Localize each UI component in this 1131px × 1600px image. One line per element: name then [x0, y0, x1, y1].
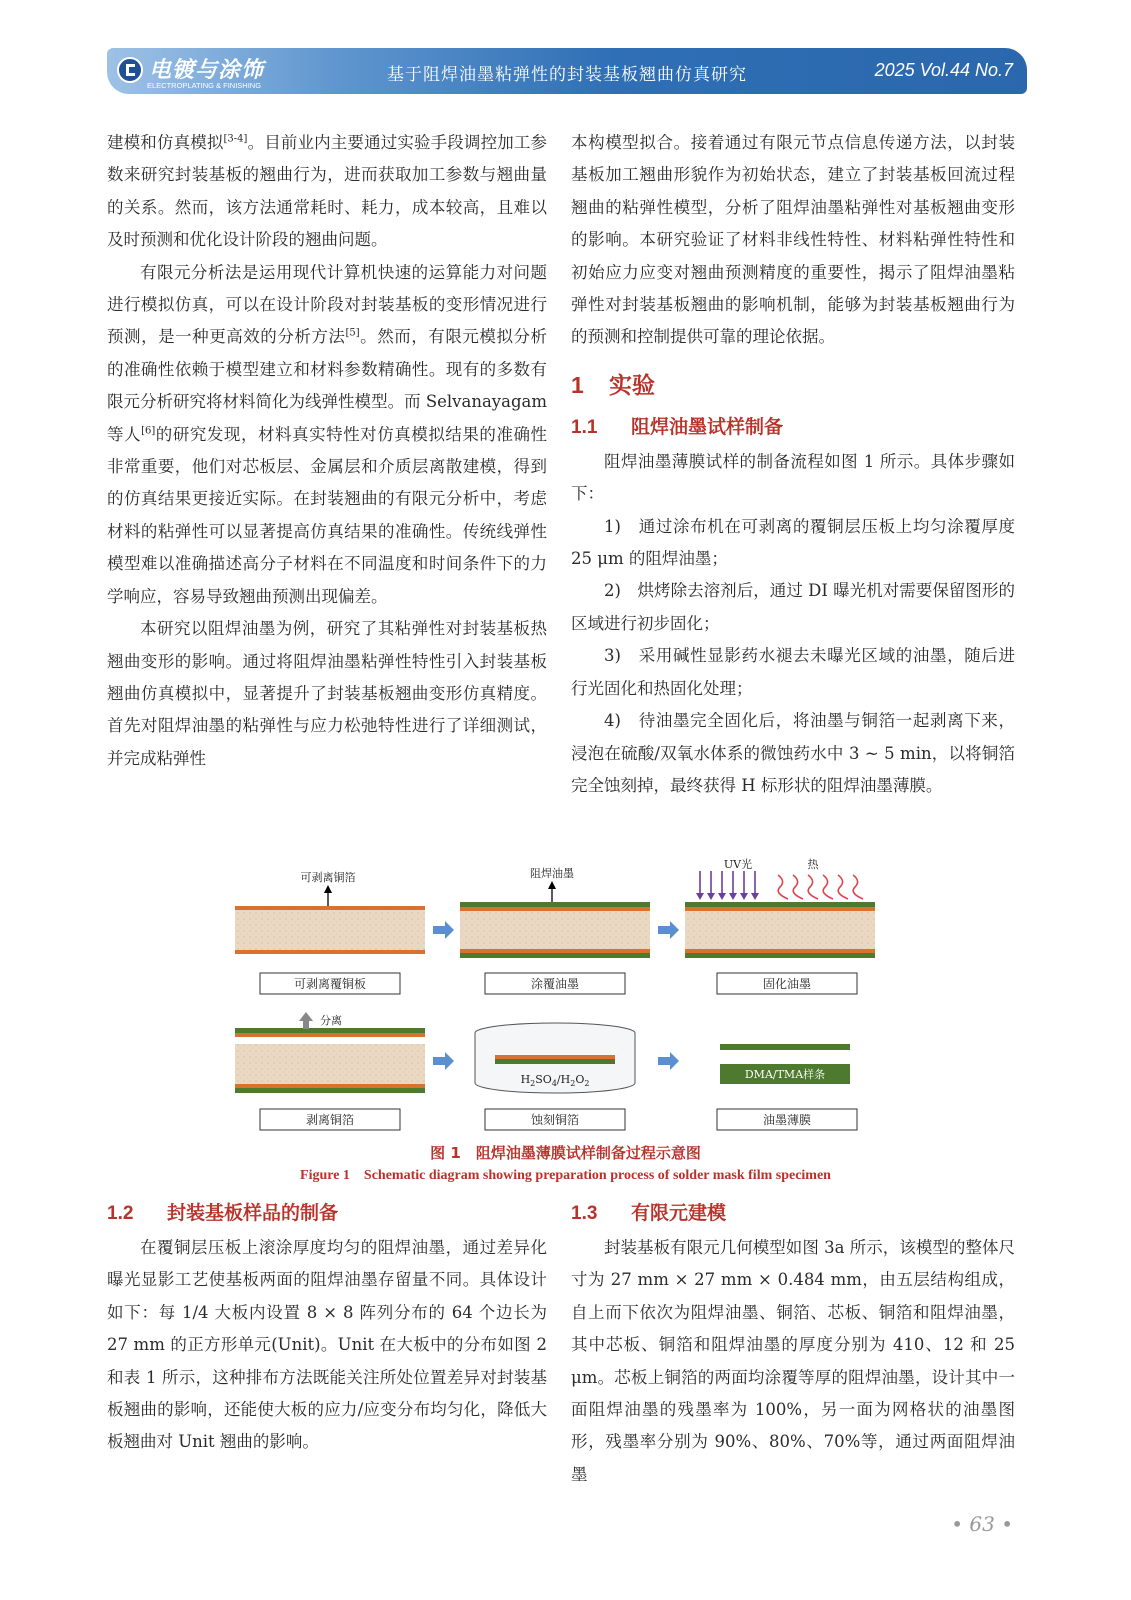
paragraph: 阻焊油墨薄膜试样的制备流程如图 1 所示。具体步骤如下： — [571, 451, 1015, 504]
flow-arrow-icon — [433, 1052, 454, 1070]
subsection-heading: 1.3 有限元建模 — [571, 1203, 727, 1224]
paragraph: 有限元分析法是运用现代计算机快速的运算能力对问题进行模拟仿真，可以在设计阶段对封装基板的变形情况进行预测，是一种更高效的分析方法[5]。然而，有限元模拟分析的准确性依赖于模型建立和材料参数精确性。现有的多数有限元分析研究将材料简化为线弹性模型。而 Selvanayagam 等人[6]的研究发现，材料真实特性对仿真模拟结果的准确性非常重要，他们对芯板层、金属层和介质层离散建模，得到的仿真结果更接近实际。在封装翘曲的有限元分析中，考虑材料的粘弹性可以显著提高仿真结果的准确性。传统线弹性模型难以准确描述高分子材料在不同温度和时间条件下的力学响应，容易导致翘曲预测出现偏差。 — [107, 262, 548, 606]
step-box — [717, 1109, 857, 1130]
subsection-heading: 1.2 封装基板样品的制备 — [107, 1203, 339, 1224]
flow-arrow-icon — [433, 921, 454, 939]
step-box — [260, 1109, 400, 1130]
label-etchant: $H_2SO_4/H_2O_2$ — [520, 1073, 590, 1088]
citation: [3-4] — [223, 133, 248, 145]
journal-name-en: ELECTROPLATING & FINISHING — [147, 81, 262, 90]
svg-text:剥离铜箔: 剥离铜箔 — [305, 1113, 355, 1127]
paragraph: 在覆铜层压板上滚涂厚度均匀的阻焊油墨，通过差异化曝光显影工艺使基板两面的阻焊油墨存留量不同。具体设计如下：每 1/4 大板内设置 8 × 8 阵列分布的 64 个边长为 27 mm 的正方形单元(Unit)。Unit 在大板中的分布如图 2 和表 1 所示，这种排布方法既能关注所处位置差异对封装基板翘曲的影响，还能使大板的应力/应变分布均匀化，降低大板翘曲对 Unit 翘曲的影响。 — [107, 1238, 547, 1452]
list-item: 1) 通过涂布机在可剥离的覆铜层压板上均匀涂覆厚度 25 μm 的阻焊油墨； — [571, 516, 1015, 569]
heat-icon — [778, 875, 863, 899]
page-number: • 63 • — [951, 1512, 1013, 1536]
right-column — [571, 127, 1015, 802]
citation: [6] — [141, 425, 156, 437]
left-column — [107, 127, 547, 775]
figure-caption-cn: 图 1 阻焊油墨薄膜试样制备过程示意图 — [430, 1144, 701, 1162]
label-heat: 热 — [807, 858, 819, 871]
journal-name-cn: 电镀与涂饰 — [149, 57, 265, 83]
running-title: 基于阻焊油墨粘弹性的封装基板翘曲仿真研究 — [387, 65, 747, 85]
lower-right-column — [571, 1196, 1015, 1491]
svg-text:油墨薄膜: 油墨薄膜 — [762, 1113, 812, 1127]
uv-light-icon — [696, 871, 759, 900]
laminate-panel-3 — [685, 902, 875, 958]
label-copper-foil: 可剥离铜箔 — [300, 871, 356, 884]
step-box — [717, 973, 857, 994]
list-item: 3) 采用碱性显影药水褪去未曝光区域的油墨，随后进行光固化和热固化处理； — [571, 646, 1015, 698]
label-separate: 分离 — [320, 1014, 342, 1027]
separate-arrow-icon — [299, 1012, 313, 1029]
svg-text:可剥离覆铜板: 可剥离覆铜板 — [293, 977, 367, 991]
svg-text:固化油墨: 固化油墨 — [762, 977, 812, 991]
journal-header — [107, 48, 1027, 94]
paragraph: 本研究以阻焊油墨为例，研究了其粘弹性对封装基板热翘曲变形的影响。通过将阻焊油墨粘弹性特性引入封装基板翘曲仿真模拟中，显著提升了封装基板翘曲变形仿真精度。首先对阻焊油墨的粘弹性与应力松弛特性进行了详细测试，并完成粘弹性 — [107, 619, 547, 768]
flow-arrow-icon — [658, 1052, 679, 1070]
lower-left-column — [107, 1196, 547, 1459]
svg-text:涂覆油墨: 涂覆油墨 — [530, 977, 580, 991]
flow-arrow-icon — [658, 921, 679, 939]
label-sample: DMA/TMA样条 — [744, 1068, 826, 1081]
figure-caption-en: Figure 1 Schematic diagram showing preparation process of solder mask film specimen — [300, 1168, 831, 1183]
label-solder-ink: 阻焊油墨 — [530, 867, 574, 880]
paragraph: 本构模型拟合。接着通过有限元节点信息传递方法，以封装基板加工翘曲形貌作为初始状态，建立了封装基板回流过程翘曲的粘弹性模型，分析了阻焊油墨粘弹性对基板翘曲变形的影响。本研究验证了材料非线性特性、材料粘弹性特性和初始应力应变对翘曲预测精度的重要性，揭示了阻焊油墨粘弹性对封装基板翘曲的影响机制，能够为封装基板翘曲行为的预测和控制提供可靠的理论依据。 — [571, 133, 1015, 347]
citation: [5] — [345, 327, 360, 339]
step-box — [485, 973, 625, 994]
issue-label: 2025 Vol.44 No.7 — [874, 60, 1013, 80]
subsection-heading: 1.1 阻焊油墨试样制备 — [571, 416, 784, 438]
svg-text:蚀刻铜箔: 蚀刻铜箔 — [530, 1113, 580, 1127]
label-uv: UV光 — [723, 858, 753, 871]
step-box — [485, 1109, 625, 1130]
step-box — [260, 973, 400, 994]
section-heading: 1 实验 — [571, 371, 655, 398]
laminate-panel-2 — [460, 881, 650, 958]
process-diagram — [230, 857, 910, 1137]
laminate-panel-4 — [235, 1028, 425, 1093]
paragraph: 封装基板有限元几何模型如图 3a 所示，该模型的整体尺寸为 27 mm × 27 mm × 0.484 mm，由五层结构组成，自上而下依次为阻焊油墨、铜箔、芯板、铜箔和阻焊油墨，其中芯板、铜箔和阻焊油墨的厚度分别为 410、12 和 25 μm。芯板上铜箔的两面均涂覆等厚的阻焊油墨，设计其中一面阻焊油墨的残墨率为 100%，另一面为网格状的油墨图形，残墨率分别为 90%、80%、70%等，通过两面阻焊油墨 — [571, 1238, 1015, 1484]
laminate-panel-1 — [235, 885, 425, 954]
list-item: 2) 烘烤除去溶剂后，通过 DI 曝光机对需要保留图形的区域进行初步固化； — [571, 581, 1015, 633]
paragraph: 建模和仿真模拟[3-4]。目前业内主要通过实验手段调控加工参数来研究封装基板的翘曲行为，进而获取加工参数与翘曲量的关系。然而，该方法通常耗时、耗力，成本较高，且难以及时预测和优化设计阶段的翘曲问题。 — [107, 133, 548, 250]
figure-1 — [230, 857, 910, 1137]
list-item: 4) 待油墨完全固化后，将油墨与铜箔一起剥离下来，浸泡在硫酸/双氧水体系的微蚀药水中 3 ~ 5 min，以将铜箔完全蚀刻掉，最终获得 H 标形状的阻焊油墨薄膜。 — [571, 711, 1015, 795]
